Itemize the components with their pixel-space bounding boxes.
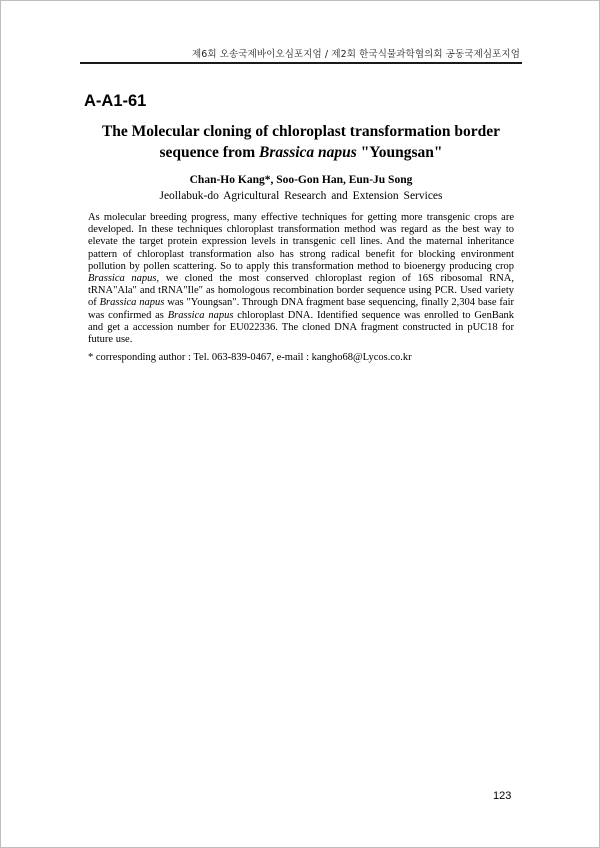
abstract-species1: Brassica napus, bbox=[88, 273, 160, 285]
abstract-s4: chloroplast DNA. Identified sequence was enrolled to GenBank and get a accession number for EU022336. The cloned DNA fragment constructed in pUC18 for future use. bbox=[88, 309, 514, 346]
corresponding-author: * corresponding author : Tel. 063-839-0467, e-mail : kangho68@Lycos.co.kr bbox=[88, 352, 412, 363]
abstract-species3: Brassica napus bbox=[167, 309, 234, 321]
header-rule bbox=[80, 62, 522, 64]
abstract-s1: As molecular breeding progress, many effective techniques for getting more transgenic crops are developed. In these techniques chloroplast transformation method was regard as the best way to elevate the target protein expression levels in transgenic cell lines. And the maternal inheritance pattern of chloroplast transformation also has strong radical benefit for blocking environment pollution by pollen scattering. So to apply this transformation method to bioenergy producing crop bbox=[88, 212, 514, 272]
paper-title bbox=[80, 121, 522, 163]
abstract-species2: Brassica napus bbox=[99, 297, 165, 309]
title-part2: "Youngsan" bbox=[356, 144, 443, 161]
title-species: Brassica napus bbox=[259, 144, 357, 161]
abstract-s3: was "Youngsan". Through DNA fragment base sequencing, finally 2,304 base fair was confirmed as bbox=[88, 297, 515, 321]
abstract-body bbox=[88, 212, 514, 346]
page-number: 123 bbox=[493, 790, 512, 802]
abstract-s2: we cloned the most conserved chloroplast region of 16S ribosomal RNA, tRNA"Ala" and tRNA"Ile" as homologous recombination border sequence using PCR. Used variety of bbox=[88, 273, 514, 309]
affiliation: Jeollabuk-do Agricultural Research and Extension Services bbox=[159, 190, 443, 202]
abstract-code: A-A1-61 bbox=[84, 92, 147, 110]
authors: Chan-Ho Kang*, Soo-Gon Han, Eun-Ju Song bbox=[189, 174, 413, 186]
title-part1: The Molecular cloning of chloroplast transformation border sequence from bbox=[101, 123, 501, 161]
running-header: 제6회 오송국제바이오심포지엄 / 제2회 한국식물과학협의회 공동국제심포지엄 bbox=[191, 49, 520, 60]
abstract-paragraph bbox=[88, 212, 514, 346]
